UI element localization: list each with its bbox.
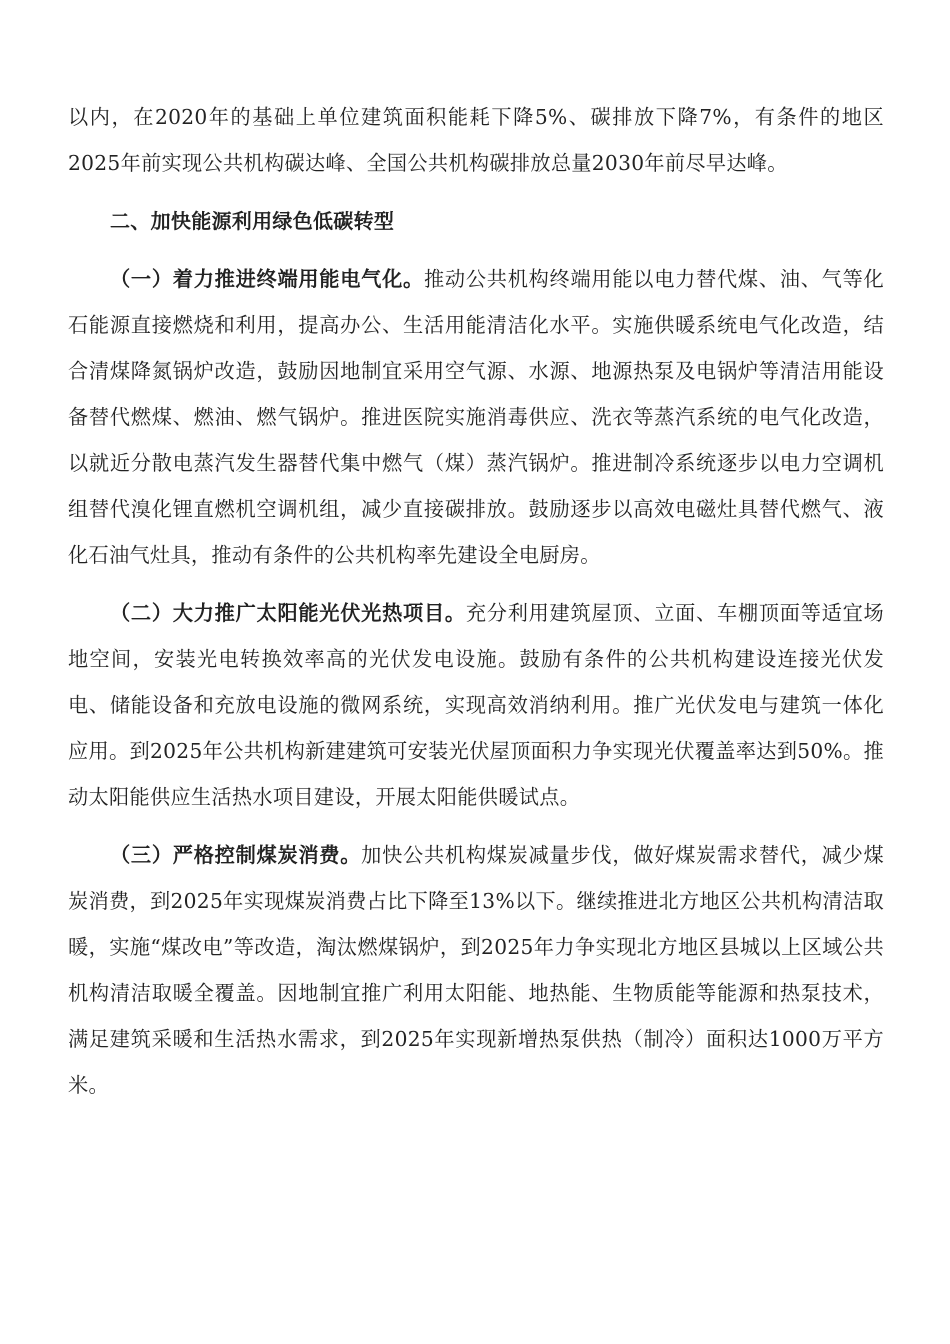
item-paragraph-3 — [68, 832, 884, 1108]
item-body-2: 充分利用建筑屋顶、立面、车棚顶面等适宜场地空间，安装光电转换效率高的光伏发电设施。鼓励有条件的公共机构建设连接光伏发电、储能设备和充放电设施的微网系统，实现高效消纳利用。推广光伏发电与建筑一体化应用。到2025年公共机构新建建筑可安装光伏屋顶面积力争实现光伏覆盖率达到50%。推动太阳能供应生活热水项目建设，开展太阳能供暖试点。 — [68, 601, 884, 809]
item-paragraph-1 — [68, 256, 884, 578]
item-lead-1: （一）着力推进终端用能电气化。 — [110, 267, 424, 291]
item-body-3: 加快公共机构煤炭减量步伐，做好煤炭需求替代，减少煤炭消费，到2025年实现煤炭消费占比下降至13%以下。继续推进北方地区公共机构清洁取暖，实施“煤改电”等改造，淘汰燃煤锅炉，到2025年力争实现北方地区县城以上区域公共机构清洁取暖全覆盖。因地制宜推广利用太阳能、地热能、生物质能等能源和热泵技术，满足建筑采暖和生活热水需求，到2025年实现新增热泵供热（制冷）面积达1000万平方米。 — [68, 843, 884, 1097]
item-lead-3: （三）严格控制煤炭消费。 — [110, 843, 362, 867]
item-paragraph-2 — [68, 590, 884, 820]
item-body-1: 推动公共机构终端用能以电力替代煤、油、气等化石能源直接燃烧和利用，提高办公、生活用能清洁化水平。实施供暖系统电气化改造，结合清煤降氮锅炉改造，鼓励因地制宜采用空气源、水源、地源热泵及电锅炉等清洁用能设备替代燃煤、燃油、燃气锅炉。推进医院实施消毒供应、洗衣等蒸汽系统的电气化改造，以就近分散电蒸汽发生器替代集中燃气（煤）蒸汽锅炉。推进制冷系统逐步以电力空调机组替代溴化锂直燃机空调机组，减少直接碳排放。鼓励逐步以高效电磁灶具替代燃气、液化石油气灶具，推动有条件的公共机构率先建设全电厨房。 — [68, 267, 884, 567]
section-heading: 二、加快能源利用绿色低碳转型 — [110, 209, 395, 233]
document-page — [68, 94, 884, 1108]
item-lead-2: （二）大力推广太阳能光伏光热项目。 — [110, 601, 466, 625]
intro-paragraph: 以内，在2020年的基础上单位建筑面积能耗下降5%、碳排放下降7%，有条件的地区2025年前实现公共机构碳达峰、全国公共机构碳排放总量2030年前尽早达峰。 — [68, 105, 884, 175]
